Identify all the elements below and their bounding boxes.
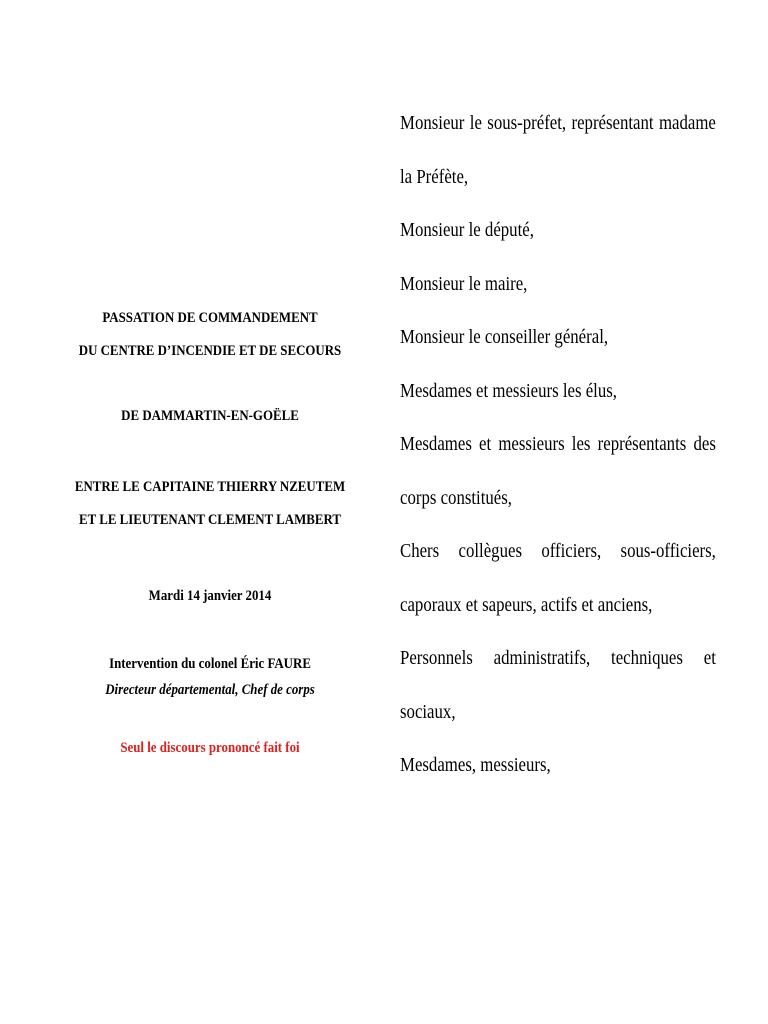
disclaimer: Seul le discours prononcé fait foi (120, 740, 300, 756)
title-line-3: DE DAMMARTIN-EN-GOËLE (121, 408, 299, 424)
between-line-1: ENTRE LE CAPITAINE THIERRY NZEUTEM (74, 479, 346, 495)
salutation-line-7: Mesdames et messieurs les représentants des (400, 433, 716, 455)
salutation-line-13: Mesdames, messieurs, (400, 754, 551, 776)
salutation-line-2: la Préfète, (400, 165, 469, 188)
title-line-2: DU CENTRE D’INCENDIE ET DE SECOURS (78, 343, 342, 359)
title-line-1: PASSATION DE COMMANDEMENT (102, 310, 318, 326)
title-block (40, 308, 380, 759)
salutation-line-3: Monsieur le député, (400, 219, 534, 241)
speaker-role: Directeur départemental, Chef de corps (105, 682, 315, 698)
salutation-line-11: Personnels administratifs, techniques et (400, 647, 716, 669)
event-date: Mardi 14 janvier 2014 (148, 588, 272, 604)
salutation-line-6: Mesdames et messieurs les élus, (400, 379, 617, 402)
speaker-line: Intervention du colonel Éric FAURE (109, 656, 311, 672)
salutation-line-10: caporaux et sapeurs, actifs et anciens, (400, 593, 653, 616)
salutation-line-5: Monsieur le conseiller général, (400, 326, 609, 348)
salutation-line-9: Chers collègues officiers, sous-officiers, (400, 540, 716, 562)
salutation-block (400, 97, 716, 793)
salutation-line-12: sociaux, (400, 700, 456, 723)
salutation-line-4: Monsieur le maire, (400, 272, 528, 295)
salutation-line-8: corps constitués, (400, 486, 512, 509)
between-line-2: ET LE LIEUTENANT CLEMENT LAMBERT (79, 512, 341, 528)
salutation-line-1: Monsieur le sous-préfet, représentant madame (400, 112, 716, 134)
